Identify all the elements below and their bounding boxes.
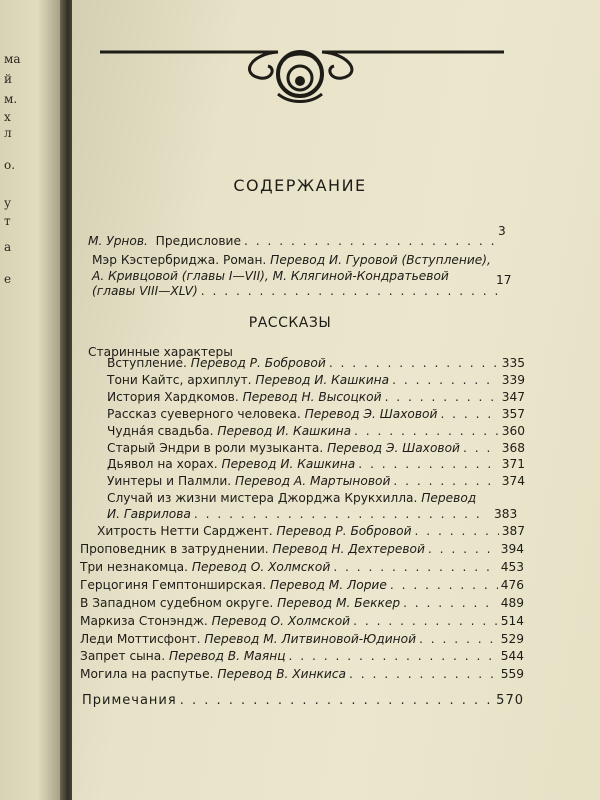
crookhill-line-1: Случай из жизни мистера Джорджа Крукхилла. Перевод: [107, 491, 477, 505]
toc-entry-notes: Примечания . . . 570: [82, 693, 524, 711]
toc-entry-story: [80, 578, 524, 596]
entry-translator: Перевод М. Беккер: [277, 595, 401, 610]
margin-char: л: [4, 126, 12, 140]
entry-page: 357: [501, 406, 525, 421]
margin-char: й: [4, 72, 12, 86]
section-title-stories: РАССКАЗЫ: [248, 315, 332, 331]
margin-char: ма: [4, 52, 21, 66]
entry-page: 529: [500, 631, 524, 646]
entry-title: Три незнакомца.: [80, 559, 189, 574]
entry-page: 339: [501, 372, 525, 387]
entry-translator: Перевод М. Литвиновой-Юдиной: [204, 631, 416, 646]
toc-entry-story: [80, 667, 524, 685]
crookhill-page: 383: [494, 507, 518, 521]
toc-entry-story: [80, 560, 524, 578]
preface-page: 3: [498, 224, 506, 238]
entry-title: Дьявол на хорах.: [107, 457, 218, 472]
margin-char: х: [4, 110, 11, 124]
margin-char: т: [4, 214, 11, 228]
toc-entry-cycle: [107, 474, 525, 492]
entry-translator: Перевод Н. Высоцкой: [242, 389, 382, 404]
crookhill-line-2: И. Гаврилова . . .: [107, 507, 491, 525]
entry-translator: Перевод А. Мартыновой: [235, 474, 391, 489]
entry-title: Рассказ суеверного человека.: [107, 406, 301, 421]
entry-translator: Перевод О. Холмской: [191, 559, 331, 574]
toc-entry-story: [80, 542, 524, 560]
entry-translator: Перевод Р. Бобровой: [190, 356, 326, 370]
entry-title: В Западном судебном округе.: [80, 595, 274, 610]
cycle-title: Старинные характеры: [88, 345, 233, 359]
entry-page: 476: [500, 577, 524, 592]
entry-page: 374: [501, 474, 525, 489]
toc-entry-cycle: [107, 441, 525, 459]
entry-page: 514: [500, 613, 524, 628]
toc-entry-story: [80, 632, 524, 650]
entry-translator: Перевод В. Маянц: [168, 649, 286, 664]
entry-page: 559: [500, 667, 524, 682]
entry-page: 394: [500, 542, 524, 556]
page-title: СОДЕРЖАНИЕ: [233, 176, 367, 195]
entry-title: Уинтеры и Палмли.: [107, 474, 232, 489]
toc-entry-cycle: [107, 373, 525, 391]
toc-entry-story: [80, 649, 524, 667]
entry-translator: Перевод И. Кашкина: [217, 423, 352, 438]
entry-title: Маркиза Стонэндж.: [80, 613, 208, 628]
entry-translator: Перевод Н. Дехтеревой: [272, 542, 425, 556]
entry-title: Могила на распутье.: [80, 667, 214, 682]
entry-title: Запрет сына.: [80, 649, 166, 664]
entry-title: История Хардкомов.: [107, 389, 239, 404]
preface-title: Предисловие: [155, 234, 241, 248]
toc-entry-story: [80, 596, 524, 614]
entry-translator: Перевод М. Лорие: [269, 577, 387, 592]
novel-line-3: (главы VIII—XLV) . . .: [92, 284, 504, 302]
ornament-icon: [100, 38, 520, 108]
toc-entry-cycle: [107, 457, 525, 475]
novel-line-2: А. Кривцовой (главы I—VII), М. Клягиной-Кондратьевой: [92, 269, 449, 283]
entry-title: Леди Моттисфонт.: [80, 631, 201, 646]
margin-char: у: [4, 196, 12, 210]
entry-translator: Перевод И. Кашкина: [255, 372, 390, 387]
margin-char: м.: [4, 92, 18, 106]
entry-title: Чудна́я свадьба.: [107, 423, 214, 438]
toc-entry-preface: [88, 234, 506, 252]
entry-translator: Перевод В. Хинкиса: [217, 667, 346, 682]
toc-entry-cycle: [107, 407, 525, 425]
margin-char: о.: [4, 158, 16, 172]
novel-line-1: Мэр Кэстербриджа. Роман. Перевод И. Гуровой (Вступление),: [92, 253, 491, 267]
entry-page: 489: [500, 595, 524, 610]
toc-entry-netty: Хитрость Нетти Сарджент. Перевод Р. Бобровой . . . 387: [97, 524, 525, 542]
toc-entry-story: [80, 614, 524, 632]
margin-char: а: [4, 240, 12, 254]
entry-page: 368: [501, 440, 525, 455]
toc-entry-cycle: [107, 356, 525, 374]
toc-entry-cycle: [107, 390, 525, 408]
entry-page: 347: [501, 389, 525, 404]
entry-title: Проповедник в затруднении.: [80, 542, 269, 556]
entry-translator: Перевод Э. Шаховой: [304, 406, 438, 421]
preface-author: М. Урнов.: [88, 234, 148, 248]
margin-char: е: [4, 272, 12, 286]
entry-title: Старый Эндри в роли музыканта.: [107, 440, 324, 455]
novel-page: 17: [496, 273, 512, 287]
entry-translator: Перевод И. Кашкина: [221, 457, 356, 472]
toc-entry-cycle: [107, 424, 525, 442]
entry-title: Вступление.: [107, 356, 187, 370]
entry-page: 544: [500, 649, 524, 664]
entry-page: 453: [500, 559, 524, 574]
entry-translator: Перевод О. Холмской: [211, 613, 351, 628]
entry-title: Тони Кайтс, архиплут.: [107, 372, 252, 387]
entry-page: 335: [501, 356, 525, 370]
entry-page: 360: [501, 423, 525, 438]
entry-page: 371: [501, 457, 525, 472]
entry-translator: Перевод Э. Шаховой: [327, 440, 460, 455]
entry-title: Герцогиня Гемптонширская.: [80, 577, 267, 592]
